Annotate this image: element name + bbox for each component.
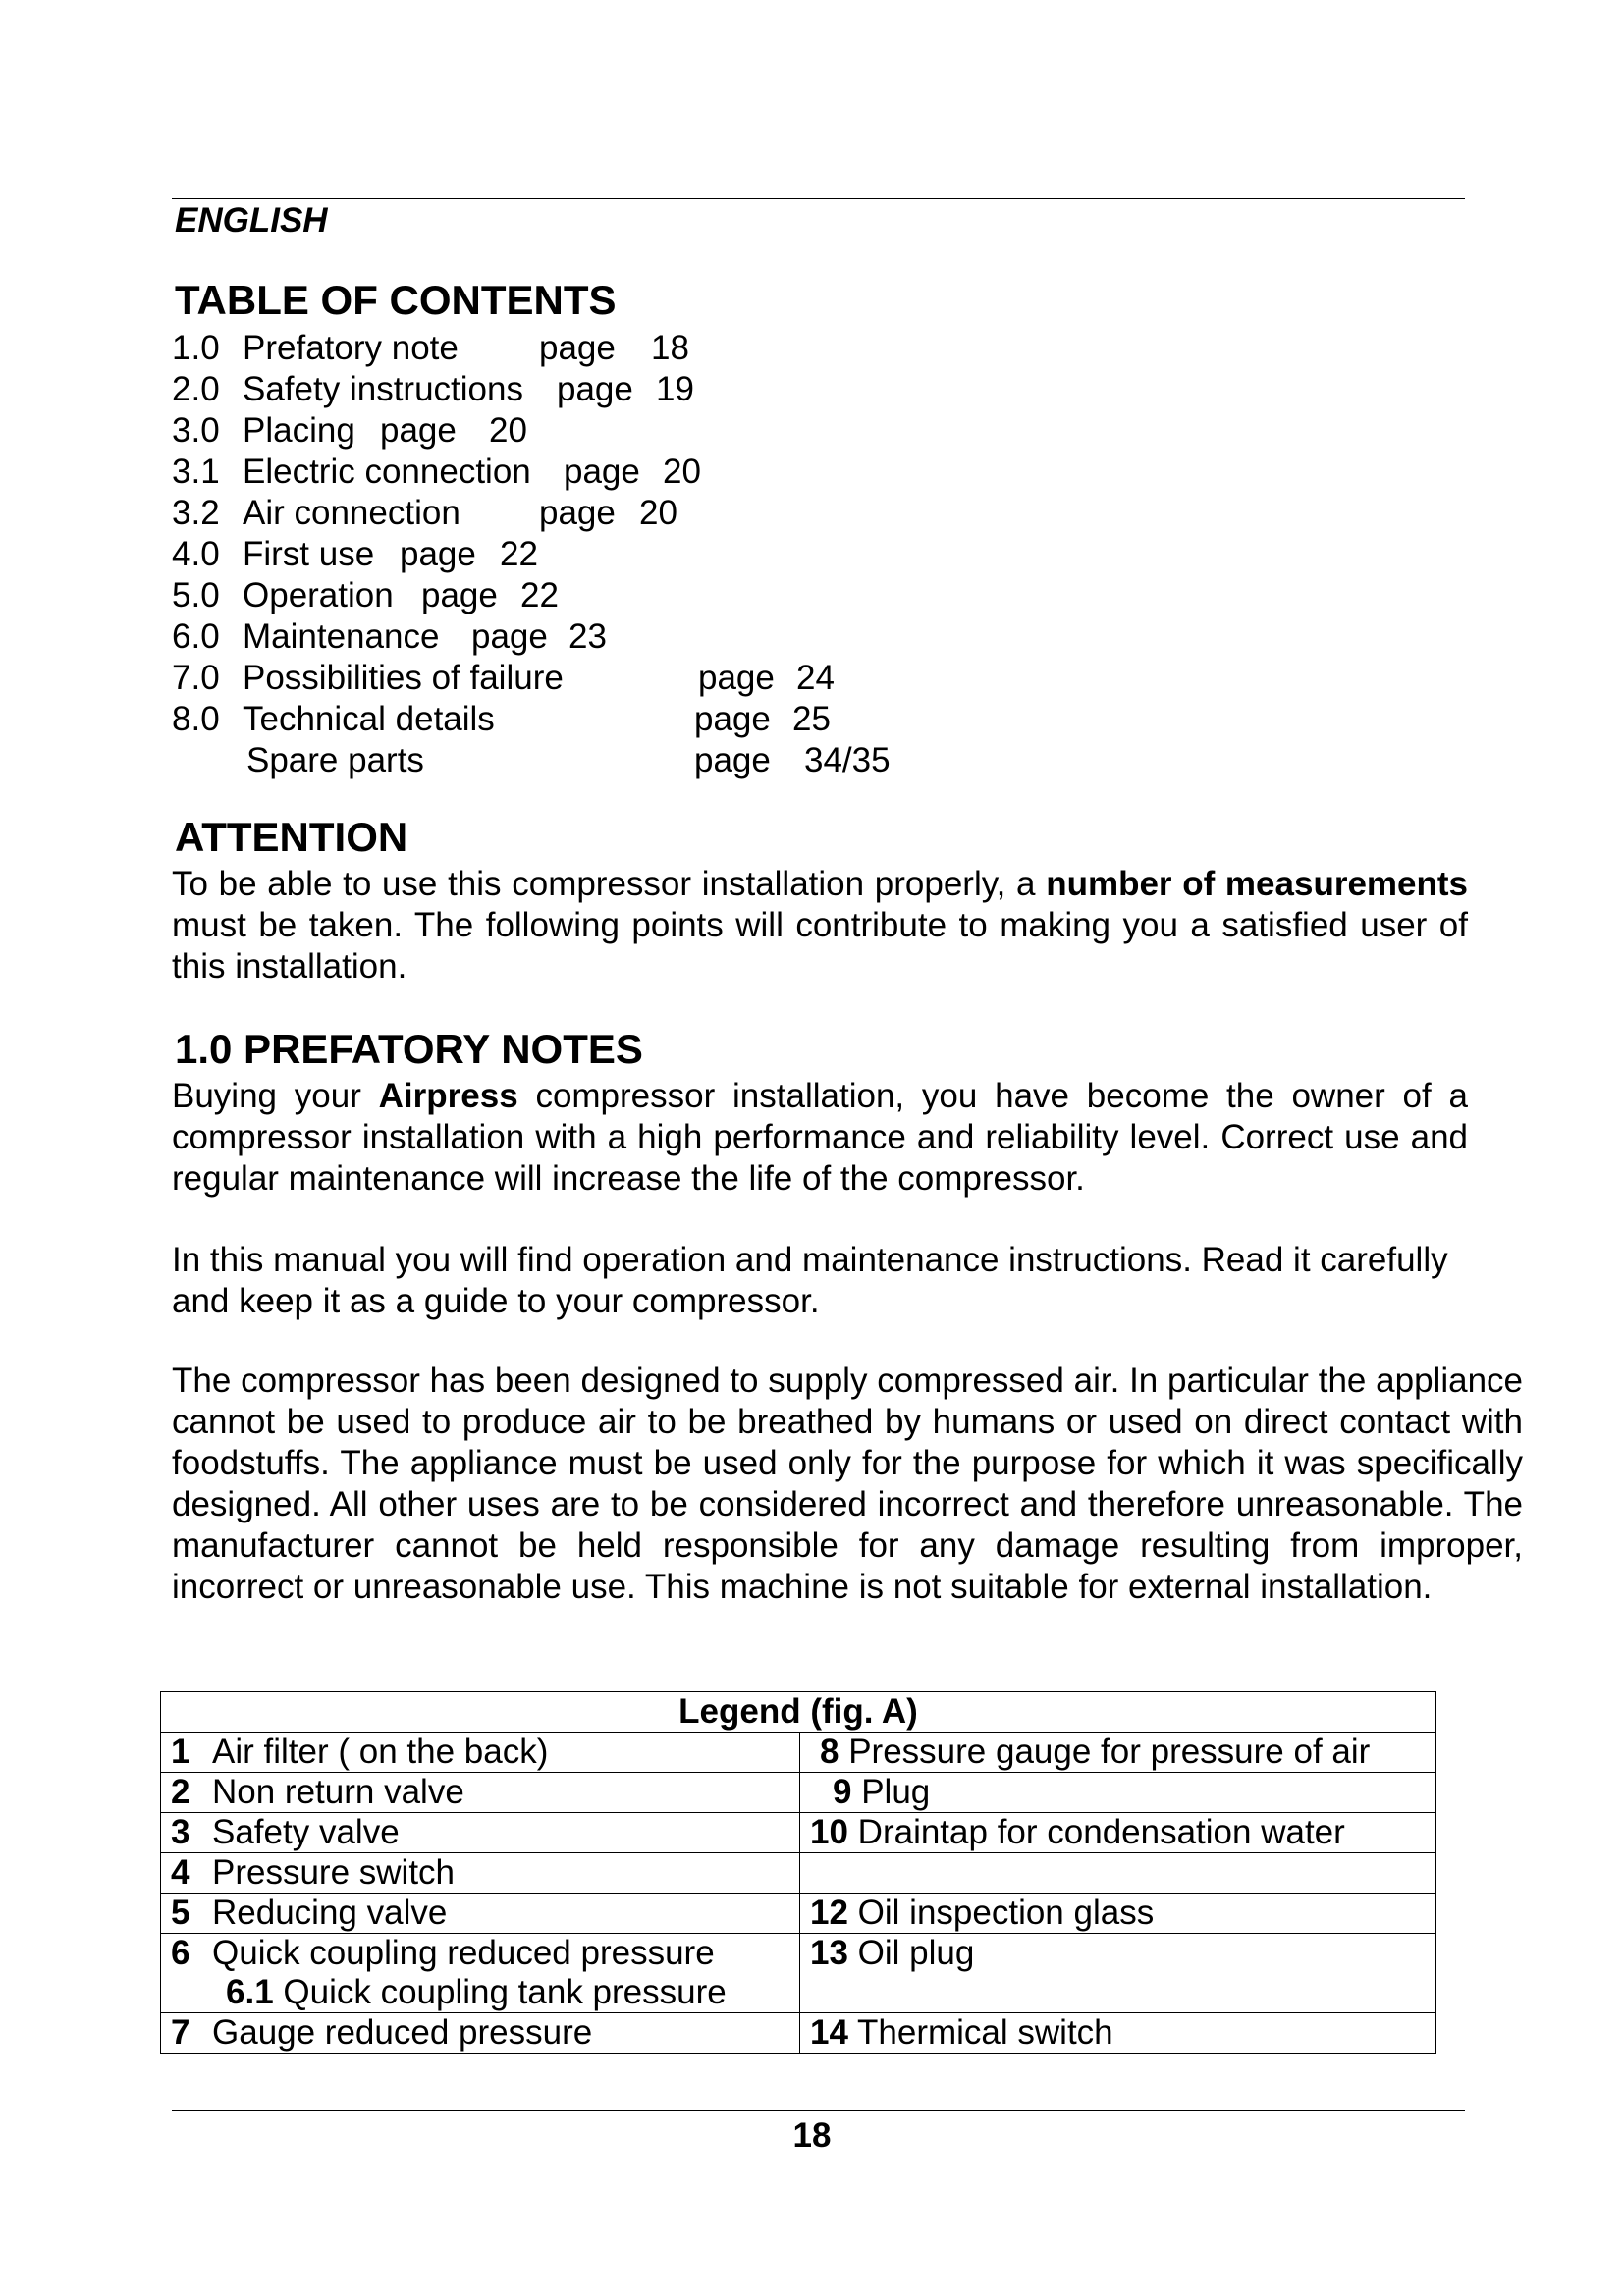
legend-title: Legend (fig. A) xyxy=(161,1692,1436,1733)
brand-name: Airpress xyxy=(378,1077,518,1115)
legend-item-number: 7 xyxy=(171,2013,190,2052)
legend-cell xyxy=(161,2013,800,2054)
legend-cell xyxy=(800,1773,1436,1813)
legend-item-label: Pressure gauge for pressure of air xyxy=(848,1733,1371,1771)
legend-header-row xyxy=(161,1692,1436,1733)
table-row xyxy=(161,1813,1436,1853)
legend-cell xyxy=(800,1733,1436,1773)
toc-entry-page: 22 xyxy=(520,576,559,614)
toc-entry-page-word: page xyxy=(471,617,548,656)
legend-item-label: Safety valve xyxy=(212,1813,400,1851)
toc-entry-page-word: page xyxy=(694,741,771,779)
toc-entry-title: Safety instructions xyxy=(243,370,523,408)
toc-entry-number: 1.0 xyxy=(172,329,220,367)
toc-entry-title: Operation xyxy=(243,576,394,614)
legend-item-number: 12 xyxy=(810,1894,848,1932)
footer-rule xyxy=(172,2110,1465,2111)
toc-entry-number: 4.0 xyxy=(172,535,220,573)
legend-cell xyxy=(161,1894,800,1934)
attention-bold-text: number of measurements xyxy=(1046,865,1468,903)
legend-item-number: 3 xyxy=(171,1813,190,1851)
prefatory-paragraph-3: The compressor has been designed to supply compressed air. In particular the appliance cannot be used to produce air to be breathed by humans or used on direct contact with foodstuffs. The appliance must be used only for the purpose for which it was specifically designed. All other uses are to be considered incorrect and therefore unreasonable. The manufacturer cannot be held responsible for any damage resulting from improper, incorrect or unreasonable use. This machine is not suitable for external installation. xyxy=(172,1362,1523,1606)
toc-entry-page-word: page xyxy=(421,576,498,614)
legend-item-number: 4 xyxy=(171,1853,190,1892)
legend-cell xyxy=(161,1773,800,1813)
legend-item-number: 6.1 xyxy=(226,1973,274,2011)
toc-entry-number: 2.0 xyxy=(172,370,220,408)
toc-entry-page: 20 xyxy=(489,411,527,450)
toc-entry-title: Electric connection xyxy=(243,453,531,491)
language-label: ENGLISH xyxy=(175,201,328,240)
toc-entry-title: Technical details xyxy=(243,700,495,738)
toc-entry-number: 3.2 xyxy=(172,494,220,532)
page-number: 18 xyxy=(792,2116,832,2155)
legend-cell xyxy=(800,1813,1436,1853)
toc-entry-page-word: page xyxy=(557,370,633,408)
legend-item-label: Quick coupling reduced pressure xyxy=(212,1934,715,1972)
legend-cell xyxy=(161,1733,800,1773)
toc-entry-page: 23 xyxy=(568,617,607,656)
toc-entry-page: 34/35 xyxy=(804,741,891,779)
toc-entry-title: Prefatory note xyxy=(243,329,459,367)
header-rule xyxy=(172,198,1465,199)
toc-entry-title: First use xyxy=(243,535,375,573)
toc-entry-title: Spare parts xyxy=(246,741,424,779)
toc-entry-page-word: page xyxy=(539,329,616,367)
table-row xyxy=(161,1853,1436,1894)
legend-cell xyxy=(800,1934,1436,2013)
toc-entry-number: 3.1 xyxy=(172,453,220,491)
legend-cell xyxy=(800,2013,1436,2054)
toc-entry-page-word: page xyxy=(694,700,771,738)
legend-item-label: Draintap for condensation water xyxy=(857,1813,1345,1851)
legend-subitem xyxy=(171,1973,727,2011)
legend-item-number: 2 xyxy=(171,1773,190,1811)
toc-entry-title: Maintenance xyxy=(243,617,440,656)
legend-item-label: Thermical switch xyxy=(857,2013,1113,2052)
legend-item-number: 14 xyxy=(810,2013,848,2052)
toc-entry-number: 8.0 xyxy=(172,700,220,738)
legend-cell xyxy=(161,1813,800,1853)
table-row xyxy=(161,2013,1436,2054)
toc-entry-title: Possibilities of failure xyxy=(243,659,564,697)
toc-entry-page: 20 xyxy=(639,494,677,532)
toc-entry-page: 25 xyxy=(792,700,831,738)
toc-entry-number: 5.0 xyxy=(172,576,220,614)
prefatory-p1-before: Buying your xyxy=(172,1077,379,1115)
legend-cell xyxy=(800,1894,1436,1934)
toc-entry-page-word: page xyxy=(400,535,476,573)
table-row xyxy=(161,1773,1436,1813)
legend-item-number: 5 xyxy=(171,1894,190,1932)
toc-entry-page: 18 xyxy=(651,329,689,367)
toc-entry-page: 22 xyxy=(500,535,538,573)
legend-cell xyxy=(800,1853,1436,1894)
toc-entry-number: 7.0 xyxy=(172,659,220,697)
table-row xyxy=(161,1733,1436,1773)
attention-text-before: To be able to use this compressor installation properly, a xyxy=(172,865,1047,903)
legend-item-label: Non return valve xyxy=(212,1773,464,1811)
toc-entry-page: 24 xyxy=(796,659,835,697)
prefatory-p1-after: compressor installation, you have become the owner of a compressor installation with a high performance and reliability level. Correct use and regular maintenance will increase the life of the compressor. xyxy=(172,1077,1468,1198)
table-row xyxy=(161,1934,1436,2013)
legend-item-label: Plug xyxy=(861,1773,931,1811)
legend-table xyxy=(160,1691,1436,2054)
toc-entry-page-word: page xyxy=(539,494,616,532)
legend-cell xyxy=(161,1853,800,1894)
legend-item-number: 9 xyxy=(833,1773,852,1811)
legend-item-number: 6 xyxy=(171,1934,190,1972)
toc-entry-number: 3.0 xyxy=(172,411,220,450)
legend-item-label: Oil plug xyxy=(857,1934,975,1972)
prefatory-title: 1.0 PREFATORY NOTES xyxy=(175,1026,643,1072)
attention-paragraph xyxy=(172,864,1468,988)
legend-item-label: Gauge reduced pressure xyxy=(212,2013,593,2052)
toc-entry-number: 6.0 xyxy=(172,617,220,656)
attention-title: ATTENTION xyxy=(175,814,408,860)
toc-entry-title: Placing xyxy=(243,411,355,450)
legend-item-number: 8 xyxy=(820,1733,839,1771)
toc-entry-page-word: page xyxy=(380,411,457,450)
table-row xyxy=(161,1894,1436,1934)
toc-entry-page-word: page xyxy=(564,453,640,491)
toc-entry-page: 20 xyxy=(663,453,701,491)
legend-item-label: Air filter ( on the back) xyxy=(212,1733,549,1771)
legend-item-label: Quick coupling tank pressure xyxy=(283,1973,727,2011)
legend-item-label: Oil inspection glass xyxy=(857,1894,1155,1932)
legend-item-label: Pressure switch xyxy=(212,1853,456,1892)
legend-item-number: 1 xyxy=(171,1733,190,1771)
toc-entry-page-word: page xyxy=(698,659,775,697)
legend-item-number: 13 xyxy=(810,1934,848,1972)
toc-title: TABLE OF CONTENTS xyxy=(175,277,617,323)
prefatory-paragraph-2: In this manual you will find operation and maintenance instructions. Read it carefully and keep it as a guide to your compressor. xyxy=(172,1241,1448,1320)
toc-entry-title: Air connection xyxy=(243,494,460,532)
toc-entry-page: 19 xyxy=(656,370,694,408)
attention-text-after: must be taken. The following points will contribute to making you a satisfied user of this installation. xyxy=(172,906,1468,986)
legend-item-label: Reducing valve xyxy=(212,1894,448,1932)
legend-cell xyxy=(161,1934,800,2013)
prefatory-paragraph-1 xyxy=(172,1076,1468,1200)
legend-item-number: 10 xyxy=(810,1813,848,1851)
